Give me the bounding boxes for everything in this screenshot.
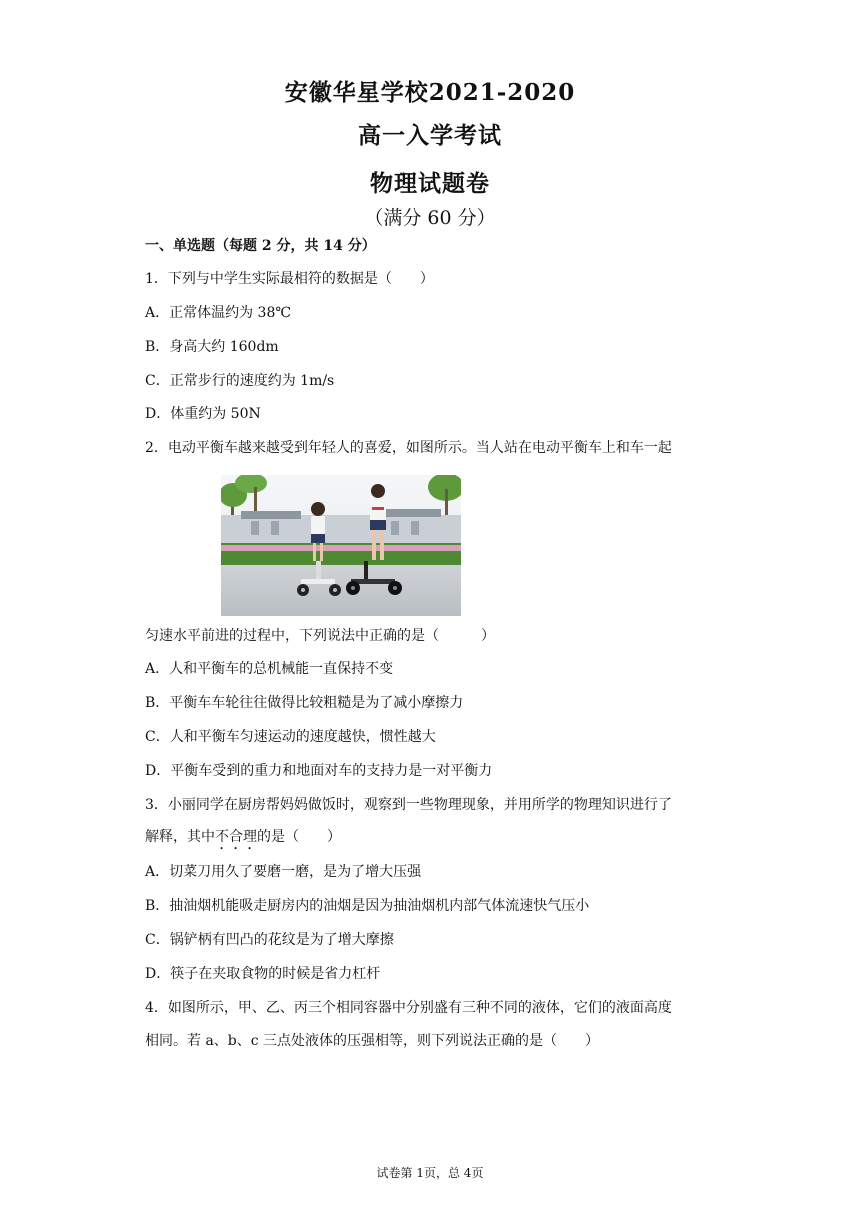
q1-option-c: C．正常步行的速度约为 1m/s: [145, 373, 335, 389]
score-note: （满分 60 分）: [364, 207, 496, 229]
balance-scooter-photo: [221, 475, 461, 616]
q1-option-b: B．身高大约 160dm: [145, 339, 279, 355]
exam-title: 高一入学考试: [358, 122, 502, 149]
q1-stem: 1．下列与中学生实际最相符的数据是（ ）: [145, 271, 434, 287]
q3-stem-line2: [145, 826, 341, 853]
q2-option-a: A．人和平衡车的总机械能一直保持不变: [145, 661, 394, 677]
q3-option-b: B．抽油烟机能吸走厨房内的油烟是因为抽油烟机内部气体流速快气压小: [145, 898, 590, 914]
q2-stem-line1: 2．电动平衡车越来越受到年轻人的喜爱，如图所示。当人站在电动平衡车上和车一起: [145, 440, 672, 456]
q2-option-c: C．人和平衡车匀速运动的速度越快，惯性越大: [145, 729, 436, 745]
q3-stem-pre: 解释，其中: [145, 829, 215, 845]
q1-option-a: A．正常体温约为 38℃: [145, 305, 292, 321]
q3-emphasis: 不合理: [215, 829, 257, 845]
q2-option-d: D．平衡车受到的重力和地面对车的支持力是一对平衡力: [145, 763, 493, 779]
school-title: 安徽华星学校2021-2020: [284, 79, 576, 106]
q2-option-b: B．平衡车车轮往往做得比较粗糙是为了减小摩擦力: [145, 695, 464, 711]
q2-stem-line2: 匀速水平前进的过程中，下列说法中正确的是（ ）: [145, 628, 495, 644]
q3-option-c: C．锅铲柄有凹凸的花纹是为了增大摩擦: [145, 932, 394, 948]
q4-stem-line2: 相同。若 a、b、c 三点处液体的压强相等，则下列说法正确的是（ ）: [145, 1033, 600, 1049]
page-footer: 试卷第 1页，总 4页: [376, 1166, 484, 1180]
q3-option-d: D．筷子在夹取食物的时候是省力杠杆: [145, 966, 381, 982]
q3-stem-line1: 3．小丽同学在厨房帮妈妈做饭时，观察到一些物理现象，并用所学的物理知识进行了: [145, 797, 672, 813]
q4-stem-line1: 4．如图所示，甲、乙、丙三个相同容器中分别盛有三种不同的液体，它们的液面高度: [145, 1000, 672, 1016]
q3-option-a: A．切菜刀用久了要磨一磨，是为了增大压强: [145, 864, 422, 880]
q1-option-d: D．体重约为 50N: [145, 406, 261, 422]
q3-stem-post: 的是（ ）: [257, 829, 341, 845]
section-heading: 一、单选题（每题 2 分，共 14 分）: [145, 238, 376, 254]
paper-title: 物理试题卷: [370, 170, 490, 197]
